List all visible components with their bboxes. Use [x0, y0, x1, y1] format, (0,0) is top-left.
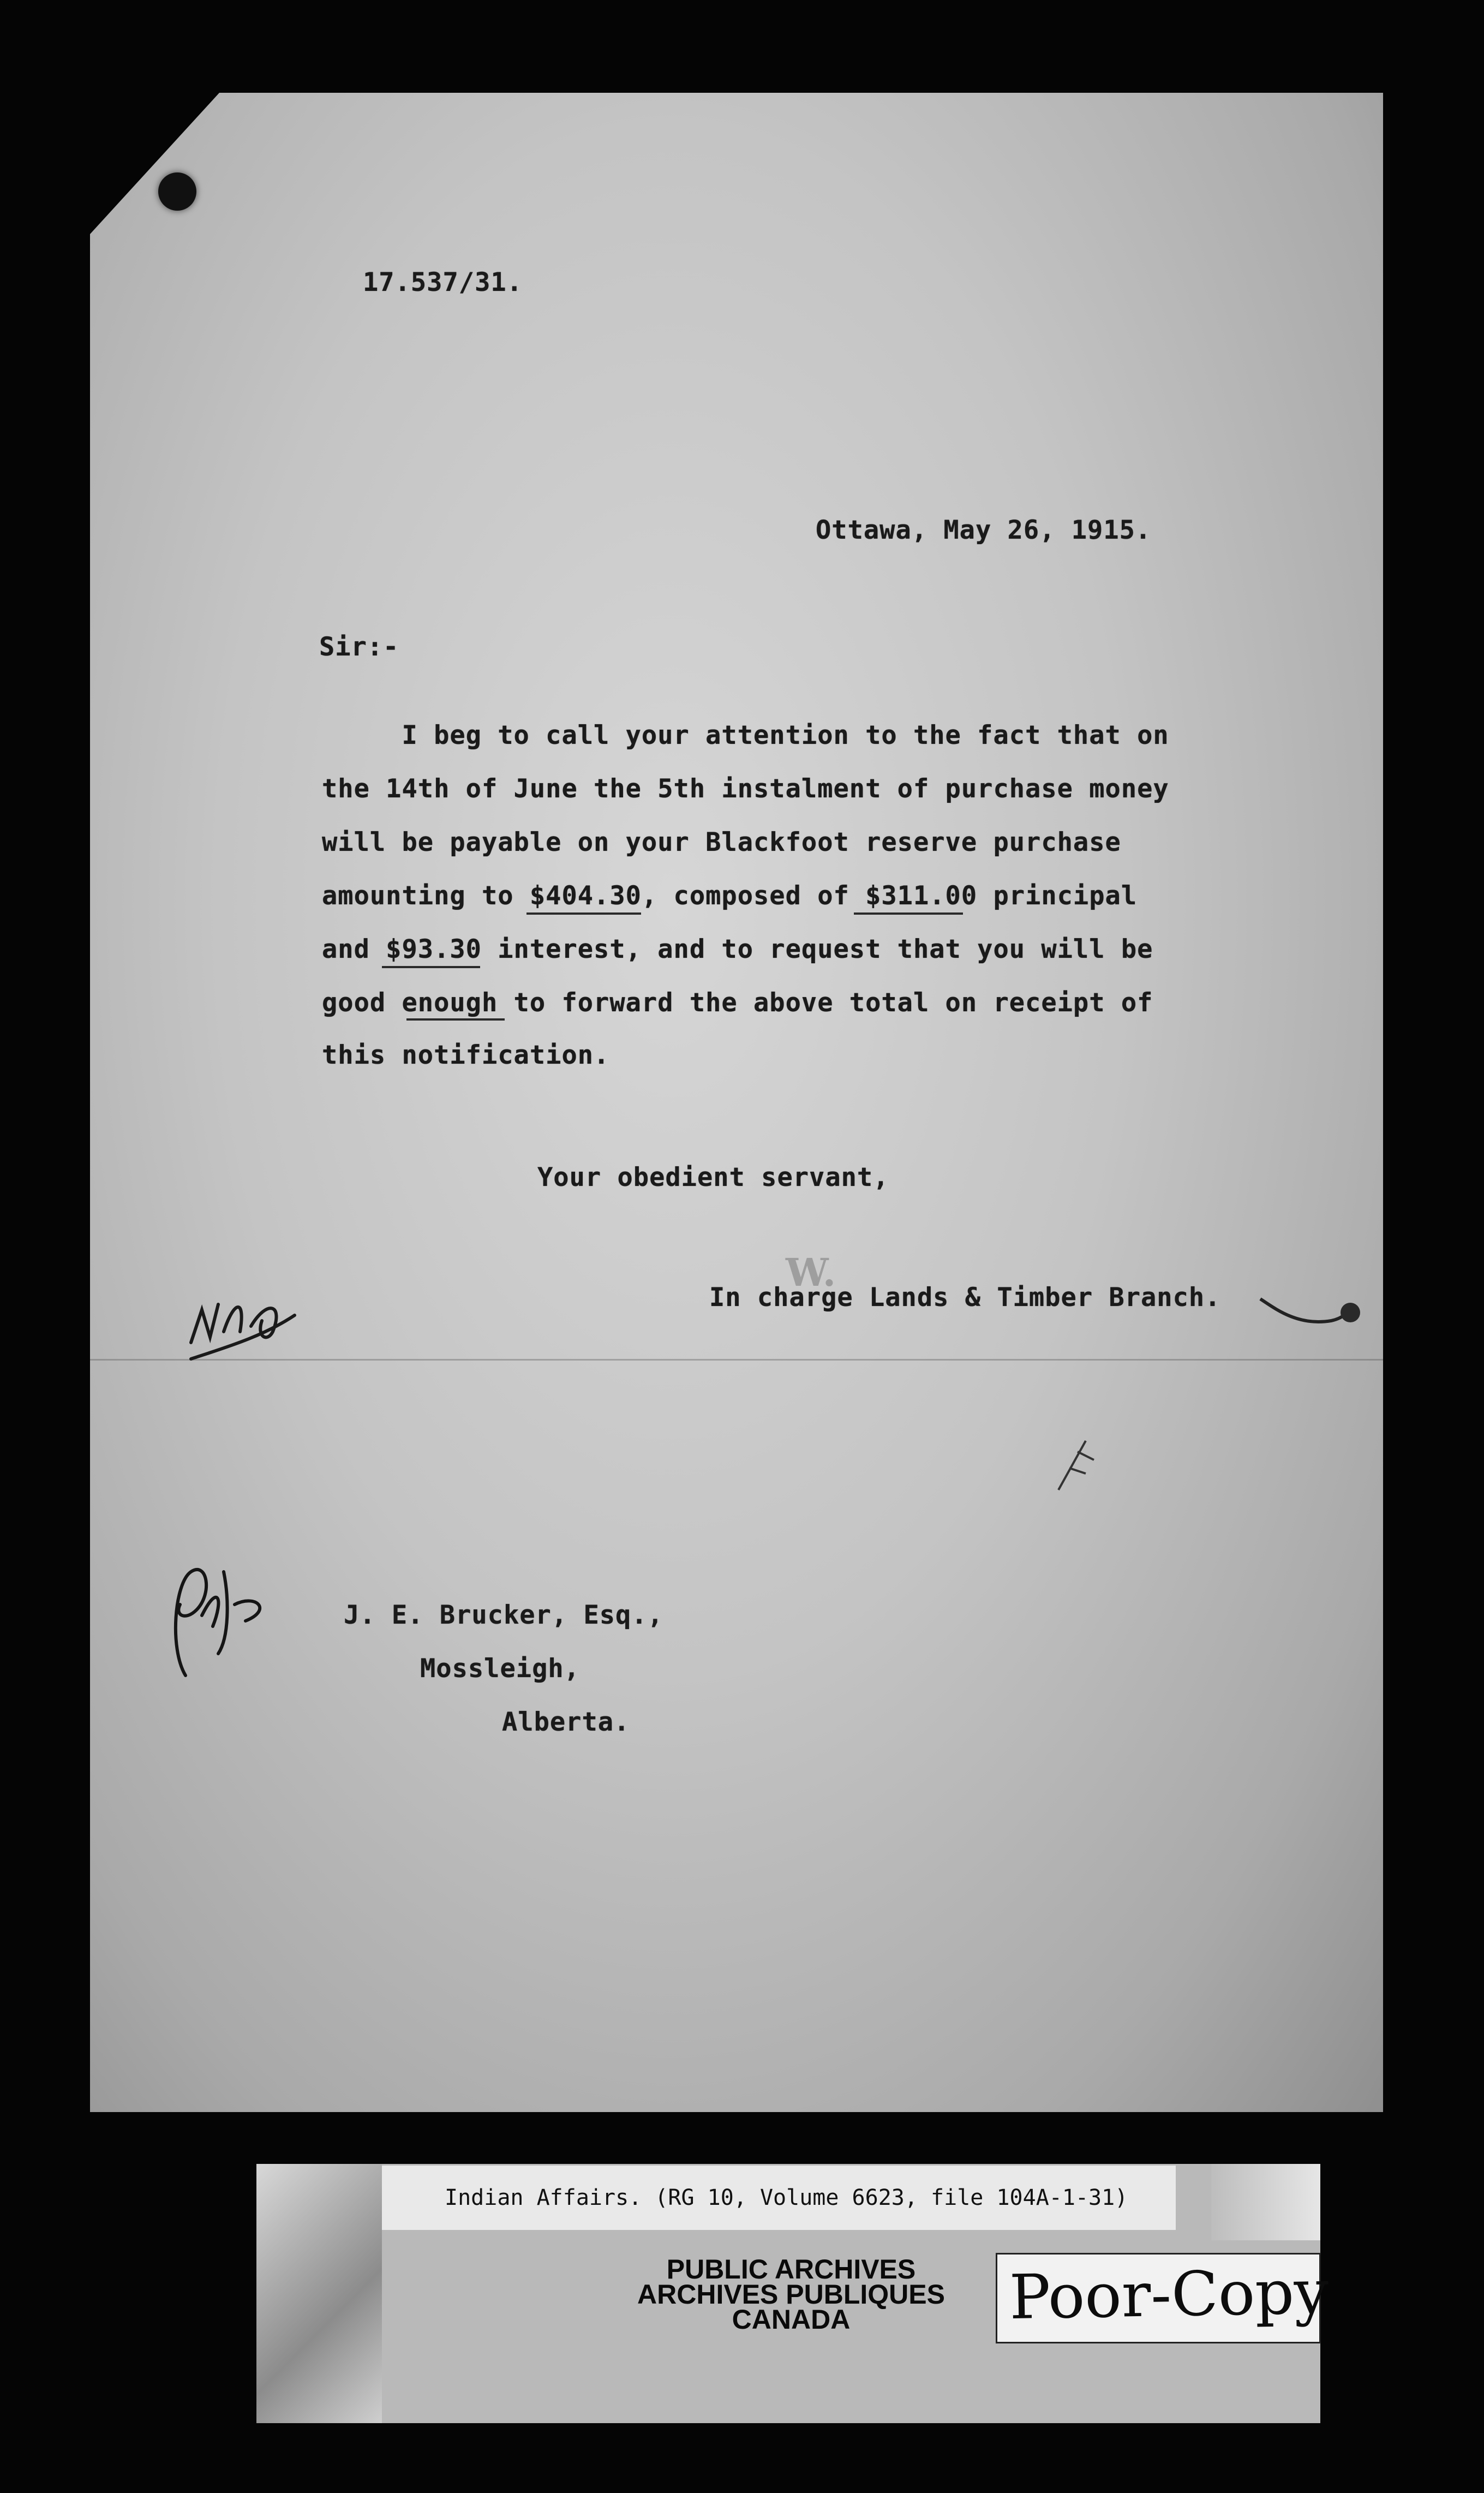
- ink-mark: [1255, 1288, 1364, 1337]
- amount-underline: [526, 912, 641, 915]
- amount-underline: [382, 966, 480, 968]
- addressee-place: Mossleigh,: [420, 1654, 580, 1684]
- body-line: will be payable on your Blackfoot reserve purchase: [322, 827, 1121, 857]
- word-underline: [406, 1018, 505, 1021]
- letter-sheet: [90, 93, 1383, 2112]
- tape-piece: [256, 2164, 382, 2423]
- handwritten-initials-wro: [180, 1266, 306, 1386]
- salutation: Sir:-: [319, 632, 399, 662]
- body-line: this notification.: [322, 1040, 610, 1070]
- body-line: and $93.30 interest, and to request that you will be: [322, 934, 1153, 964]
- handwritten-initials-rjo: [153, 1550, 295, 1692]
- poor-copy-note: Poor-Copy: [1008, 2256, 1330, 2334]
- stamp-mark: W.: [786, 1250, 836, 1295]
- punch-hole: [158, 172, 196, 211]
- body-line: the 14th of June the 5th instalment of purchase money: [322, 774, 1169, 804]
- addressee-name: J. E. Brucker, Esq.,: [344, 1600, 663, 1630]
- archive-reference: Indian Affairs. (RG 10, Volume 6623, file 104A-1-31): [445, 2185, 1128, 2210]
- pencil-mark: [1053, 1430, 1102, 1495]
- addressee-province: Alberta.: [502, 1707, 630, 1737]
- body-line: I beg to call your attention to the fact that on: [322, 720, 1169, 750]
- archives-line-country: CANADA: [732, 2304, 851, 2335]
- tape-piece: [1211, 2164, 1320, 2240]
- amount-underline: [854, 912, 963, 915]
- date-line: Ottawa, May 26, 1915.: [816, 515, 1152, 545]
- closing: Your obedient servant,: [537, 1162, 889, 1192]
- body-line: good enough to forward the above total on receipt of: [322, 988, 1153, 1018]
- archives-stamp: [595, 2254, 988, 2335]
- file-number: 17.537/31.: [363, 267, 523, 297]
- signature-line: In charge Lands & Timber Branch.: [709, 1283, 1221, 1313]
- body-line: amounting to $404.30, composed of $311.00 principal: [322, 881, 1138, 911]
- archives-line-french: ARCHIVES PUBLIQUES: [637, 2279, 945, 2310]
- archives-line-english: PUBLIC ARCHIVES: [666, 2254, 916, 2285]
